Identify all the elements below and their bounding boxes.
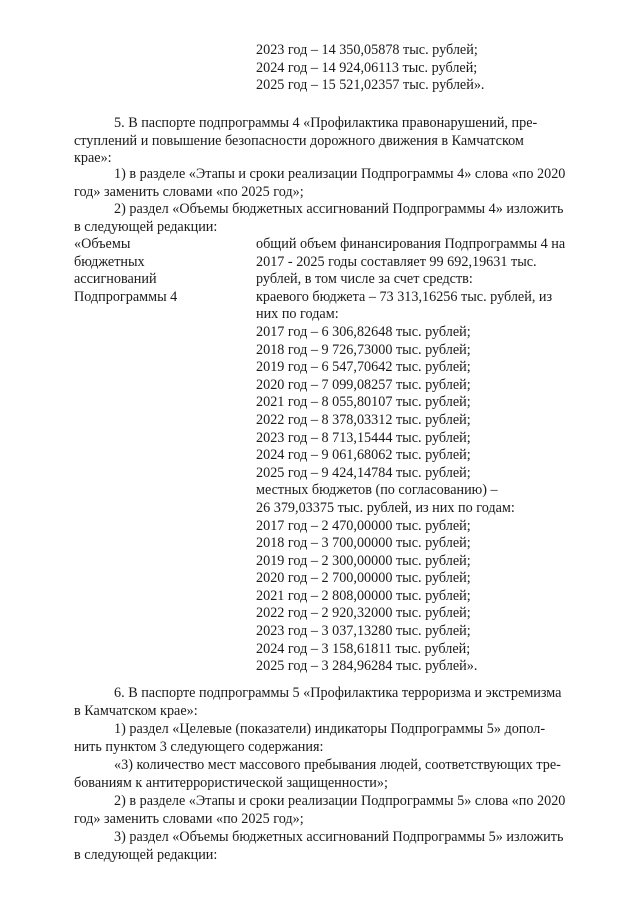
- value-line: 2017 год – 2 470,00000 тыс. рублей;: [256, 517, 471, 534]
- text-line: год» заменить словами «по 2025 год»;: [74, 183, 304, 200]
- section5-item1: [74, 166, 589, 201]
- text-line: крае»:: [74, 150, 112, 167]
- value-line: 2017 год – 6 306,82648 тыс. рублей;: [256, 323, 471, 340]
- value-line: них по годам:: [256, 306, 339, 323]
- text-line: «3) количество мест массового пребывания людей, соответствующих тре-: [114, 757, 561, 773]
- text-line: в следующей редакции:: [74, 846, 218, 863]
- section6-item3: [74, 829, 589, 864]
- text-line: 6. В паспорте подпрограммы 5 «Профилактика терроризма и экстремизма: [114, 685, 562, 701]
- value-line: 2020 год – 2 700,00000 тыс. рублей;: [256, 570, 471, 587]
- text-line: 3) раздел «Объемы бюджетных ассигнований Подпрограммы 5» изложить: [114, 829, 564, 845]
- year-line: 2025 год – 15 521,02357 тыс. рублей».: [256, 77, 485, 94]
- text-line: 2) в разделе «Этапы и сроки реализации Подпрограммы 5» слова «по 2020: [114, 793, 566, 809]
- value-line: 2024 год – 3 158,61811 тыс. рублей;: [256, 640, 471, 657]
- value-line: 2017 - 2025 годы составляет 99 692,19631 тыс.: [256, 253, 537, 270]
- text-line: ступлений и повышение безопасности дорожного движения в Камчатском: [74, 132, 524, 149]
- section6-heading: [74, 685, 589, 720]
- label-line: ассигнований: [74, 271, 157, 288]
- text-line: 1) в разделе «Этапы и сроки реализации Подпрограммы 4» слова «по 2020: [114, 166, 566, 182]
- value-line: 26 379,03375 тыс. рублей, из них по годам:: [256, 499, 515, 516]
- text-line: нить пунктом 3 следующего содержания:: [74, 738, 324, 755]
- value-line: 2018 год – 9 726,73000 тыс. рублей;: [256, 341, 471, 358]
- text-line: в следующей редакции:: [74, 218, 218, 235]
- value-line: 2022 год – 2 920,32000 тыс. рублей;: [256, 605, 471, 622]
- top-year-list: [256, 42, 484, 95]
- text-line: 2) раздел «Объемы бюджетных ассигнований Подпрограммы 4» изложить: [114, 201, 564, 217]
- value-line: общий объем финансирования Подпрограммы 4 на: [256, 236, 566, 252]
- value-line: 2024 год – 9 061,68062 тыс. рублей;: [256, 447, 471, 464]
- value-line: местных бюджетов (по согласованию) –: [256, 482, 498, 499]
- value-line: 2021 год – 2 808,00000 тыс. рублей;: [256, 587, 471, 604]
- budget-table-values: [256, 236, 588, 676]
- section6-item1: [74, 721, 589, 756]
- section6-quote: [74, 757, 589, 792]
- label-line: Подпрограммы 4: [74, 288, 178, 305]
- text-line: год» заменить словами «по 2025 год»;: [74, 810, 304, 827]
- value-line: 2022 год – 8 378,03312 тыс. рублей;: [256, 411, 471, 428]
- value-line: 2021 год – 8 055,80107 тыс. рублей;: [256, 394, 471, 411]
- value-line: 2023 год – 8 713,15444 тыс. рублей;: [256, 429, 471, 446]
- year-line: 2023 год – 14 350,05878 тыс. рублей;: [256, 42, 478, 58]
- value-line: 2023 год – 3 037,13280 тыс. рублей;: [256, 623, 471, 640]
- section5-heading: [74, 115, 589, 168]
- label-line: бюджетных: [74, 253, 145, 270]
- value-line: рублей, в том числе за счет средств:: [256, 271, 473, 288]
- text-line: 1) раздел «Целевые (показатели) индикаторы Подпрограммы 5» допол-: [114, 721, 546, 737]
- text-line: в Камчатском крае»:: [74, 702, 198, 719]
- value-line: краевого бюджета – 73 313,16256 тыс. рублей, из: [256, 288, 553, 305]
- value-line: 2019 год – 2 300,00000 тыс. рублей;: [256, 552, 471, 569]
- text-line: бованиям к антитеррористической защищенности»;: [74, 774, 388, 791]
- text-line: 5. В паспорте подпрограммы 4 «Профилактика правонарушений, пре-: [114, 115, 538, 131]
- value-line: 2025 год – 3 284,96284 тыс. рублей».: [256, 658, 478, 675]
- value-line: 2020 год – 7 099,08257 тыс. рублей;: [256, 376, 471, 393]
- value-line: 2025 год – 9 424,14784 тыс. рублей;: [256, 464, 471, 481]
- budget-table-label: [74, 236, 244, 306]
- section6-item2: [74, 793, 589, 828]
- section5-item2: [74, 201, 589, 236]
- value-line: 2019 год – 6 547,70642 тыс. рублей;: [256, 359, 471, 376]
- year-line: 2024 год – 14 924,06113 тыс. рублей;: [256, 59, 478, 76]
- value-line: 2018 год – 3 700,00000 тыс. рублей;: [256, 535, 471, 552]
- label-line: «Объемы: [74, 236, 131, 252]
